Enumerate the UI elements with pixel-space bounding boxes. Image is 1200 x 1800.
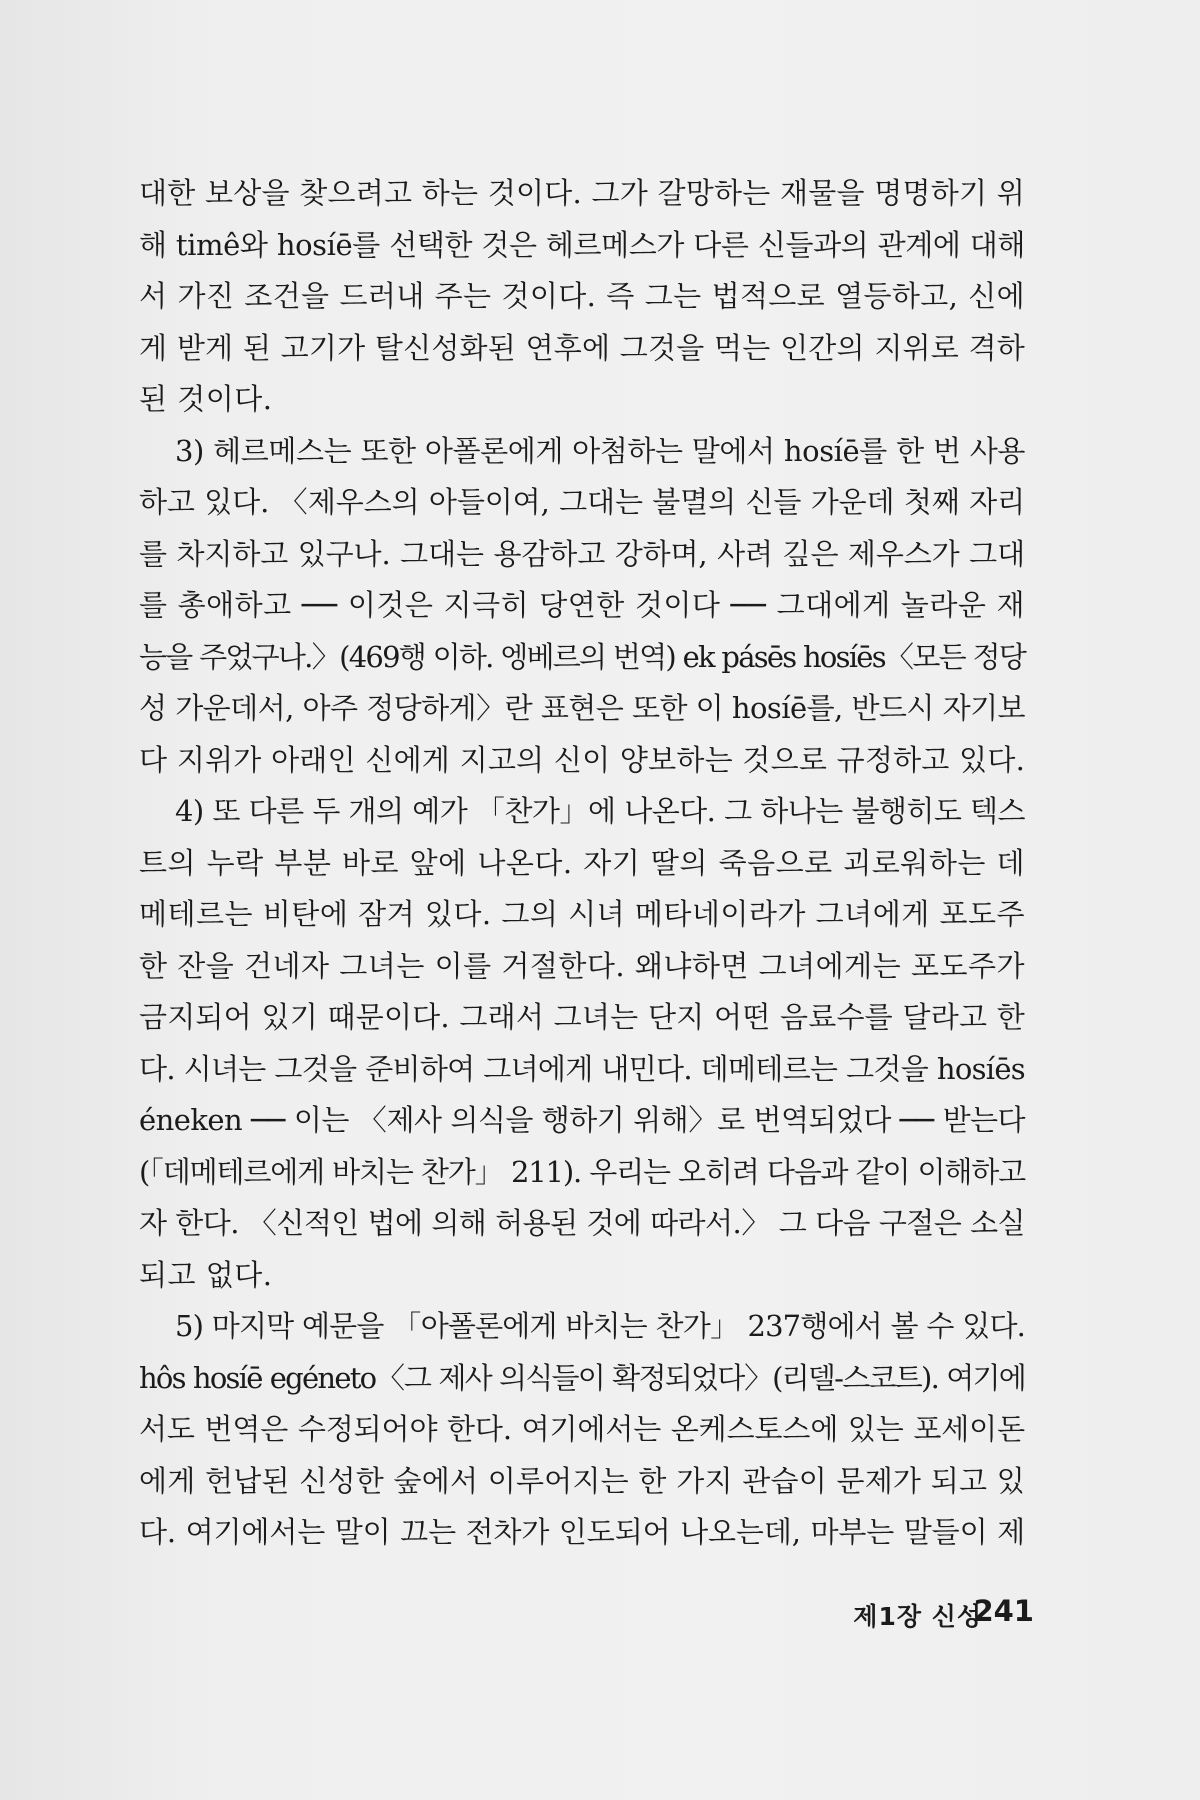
text-line: 다. 여기에서는 말이 끄는 전차가 인도되어 나오는데, 마부는 말들이 제 (139, 1515, 1025, 1549)
body-text (139, 168, 1025, 1559)
text-line: 를 총애하고 ── 이것은 지극히 당연한 것이다 ── 그대에게 놀라운 재 (139, 588, 1025, 622)
text-line: (「데메테르에게 바치는 찬가」 211). 우리는 오히려 다음과 같이 이해하고 (139, 1154, 1025, 1189)
text-line: 를 차지하고 있구나. 그대는 용감하고 강하며, 사려 깊은 제우스가 그대 (139, 536, 1025, 571)
text-line: 5) 마지막 예문을 「아폴론에게 바치는 찬가」 237행에서 볼 수 있다. (175, 1309, 1025, 1343)
text-line: 능을 주었구나.〉(469행 이하. 엥베르의 번역) ek pásēs hosíēs〈모든 정당 (139, 639, 1025, 674)
text-line: 다. 시녀는 그것을 준비하여 그녀에게 내민다. 데메테르는 그것을 hosíēs (139, 1051, 1025, 1086)
text-line: 성 가운데서, 아주 정당하게〉란 표현은 또한 이 hosíē를, 반드시 자기보 (139, 691, 1025, 725)
text-line: 된 것이다. (139, 382, 273, 416)
text-line: hôs hosíē egéneto〈그 제사 의식들이 확정되었다〉(리델-스코트). 여기에 (139, 1360, 1025, 1395)
text-line: 3) 헤르메스는 또한 아폴론에게 아첨하는 말에서 hosíē를 한 번 사용 (175, 433, 1025, 468)
text-line: 서도 번역은 수정되어야 한다. 여기에서는 온케스토스에 있는 포세이돈 (139, 1412, 1025, 1446)
text-line: 대한 보상을 찾으려고 하는 것이다. 그가 갈망하는 재물을 명명하기 위 (139, 176, 1025, 210)
text-line: 되고 없다. (139, 1257, 273, 1292)
text-line: 금지되어 있기 때문이다. 그래서 그녀는 단지 어떤 음료수를 달라고 한 (139, 1000, 1025, 1034)
text-line: 트의 누락 부분 바로 앞에 나온다. 자기 딸의 죽음으로 괴로워하는 데 (139, 845, 1025, 880)
text-line: 한 잔을 건네자 그녀는 이를 거절한다. 왜냐하면 그녀에게는 포도주가 (139, 948, 1025, 983)
text-line: 해 timê와 hosíē를 선택한 것은 헤르메스가 다른 신들과의 관계에 대해 (139, 227, 1025, 262)
page-footer (0, 1594, 1200, 1637)
running-head: 제1장 신성 (853, 1602, 982, 1631)
text-line: éneken ── 이는 〈제사 의식을 행하기 위해〉로 번역되었다 ── 받는다 (139, 1103, 1025, 1137)
page-number: 241 (973, 1594, 1034, 1628)
text-line: 자 한다. 〈신적인 법에 의해 허용된 것에 따라서.〉 그 다음 구절은 소실 (139, 1206, 1025, 1240)
text-line: 에게 헌납된 신성한 숲에서 이루어지는 한 가지 관습이 문제가 되고 있 (139, 1463, 1025, 1498)
text-line: 게 받게 된 고기가 탈신성화된 연후에 그것을 먹는 인간의 지위로 격하 (139, 330, 1025, 365)
text-line: 4) 또 다른 두 개의 예가 「찬가」에 나온다. 그 하나는 불행히도 텍스 (175, 794, 1025, 828)
text-line: 메테르는 비탄에 잠겨 있다. 그의 시녀 메타네이라가 그녀에게 포도주 (139, 897, 1025, 931)
text-line: 다 지위가 아래인 신에게 지고의 신이 양보하는 것으로 규정하고 있다. (139, 742, 1025, 777)
text-line: 서 가진 조건을 드러내 주는 것이다. 즉 그는 법적으로 열등하고, 신에 (139, 279, 1025, 313)
text-line: 하고 있다. 〈제우스의 아들이여, 그대는 불멸의 신들 가운데 첫째 자리 (139, 485, 1025, 519)
